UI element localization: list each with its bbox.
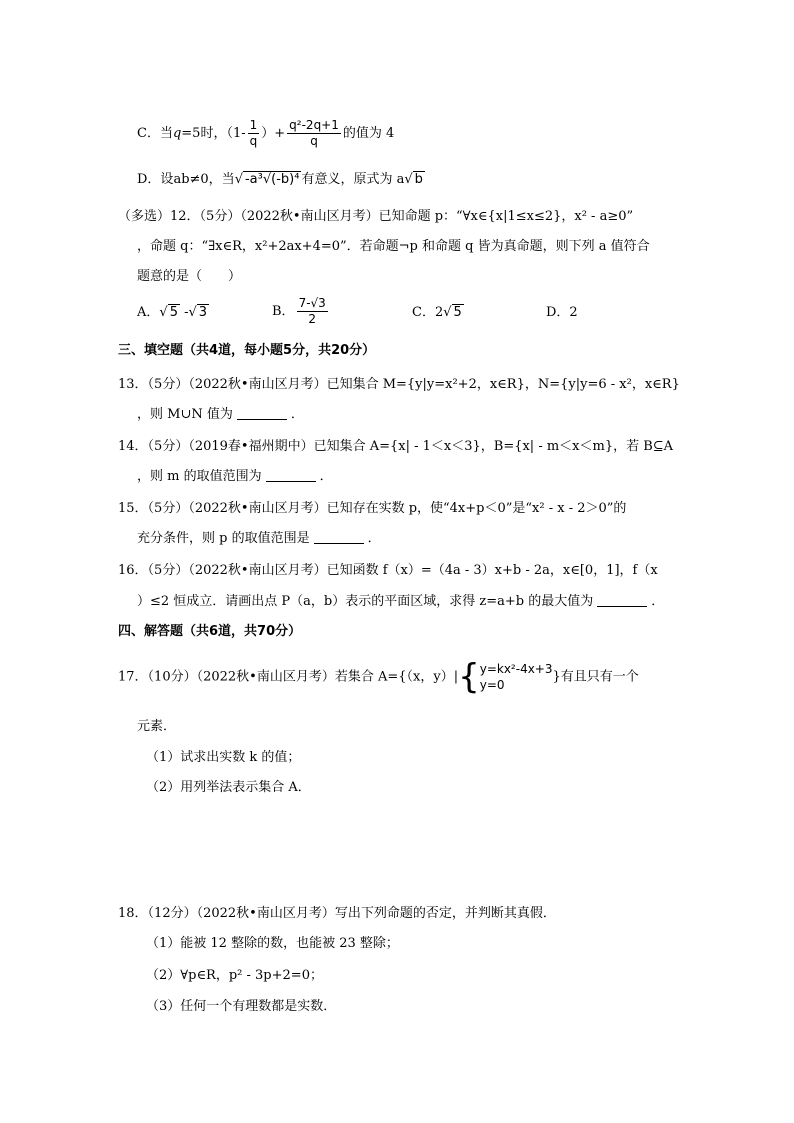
option-d-label: D．设	[137, 172, 174, 187]
sqrt-icon: √	[443, 305, 452, 320]
option-c-var: q	[172, 126, 182, 141]
q16-line2	[137, 592, 664, 612]
sqrt-icon: √	[404, 172, 413, 187]
q17-sub1: （1）试求出实数 k 的值；	[146, 750, 301, 765]
frac-den: 2	[308, 312, 316, 326]
q18-sub1: （1）能被 12 整除的数，也能被 23 整除；	[146, 936, 399, 951]
coef: 2	[434, 305, 444, 320]
option-label: A．	[137, 305, 160, 320]
q15-line2	[137, 529, 381, 549]
option-c-tail: 的值为 4	[342, 126, 395, 141]
equation-system	[480, 661, 553, 693]
radicand: 3	[198, 305, 208, 320]
frac-num: q²-2q+1	[289, 118, 339, 132]
option-c-cond: =5时，	[181, 126, 227, 141]
sqrt-icon: √	[159, 305, 168, 320]
option-label: C．	[412, 305, 435, 320]
text: ）≤2 恒成立．请画出点 P（a，b）表示的平面区域，求得 z=a+b 的最大值为	[137, 594, 594, 609]
q14-line1: 14．（5分）（2019春•福州期中）已知集合 A={x| - 1＜x＜3}，B={x| - m＜x＜m}，若 B⊆A	[118, 439, 674, 454]
text: ．	[651, 594, 665, 609]
text: ．	[319, 469, 333, 484]
frac-den: q	[310, 134, 318, 148]
q12-line3: 题意的是（ ）	[137, 269, 242, 284]
q14-line2	[137, 467, 333, 487]
q17-line2: 元素．	[137, 719, 177, 734]
q13-line1: 13．（5分）（2022秋•南山区月考）已知集合 M={y|y=x²+2，x∈R}，N={y|y=6 - x²，x∈R}	[118, 377, 680, 392]
option-d-result: b	[414, 172, 423, 187]
frac-den: q	[249, 134, 258, 148]
text: ．	[367, 531, 381, 546]
radicand: 5	[453, 305, 462, 320]
option-d	[137, 170, 425, 190]
option-d-mid: 有意义，原式为 a	[301, 172, 405, 187]
text: ，则 M∪N 值为	[137, 407, 233, 422]
q12-option-d: D．2	[546, 305, 578, 320]
equation: y=0	[479, 678, 505, 692]
section-4-heading: 四、解答题（共6道，共70分）	[118, 624, 302, 639]
frac-num: 1	[249, 118, 258, 132]
q18-sub2: （2）∀p∈R，p² - 3p+2=0；	[146, 968, 323, 983]
fraction	[297, 296, 328, 327]
option-d-cond: ab≠0，当	[173, 172, 235, 187]
text: ，则 m 的取值范围为	[137, 469, 262, 484]
text: }有且只有一个	[552, 669, 639, 685]
sqrt-icon: √	[234, 172, 243, 187]
brace-icon: {	[458, 657, 480, 697]
minus: -	[179, 305, 189, 320]
q12-option-b	[272, 296, 330, 327]
option-c-open: （1-	[226, 126, 246, 141]
q12-option-c	[412, 303, 464, 323]
text: ．	[290, 407, 304, 422]
q12-line1: （多选）12．（5分）（2022秋•南山区月考）已知命题 p：“∀x∈{x|1≤x≤2}，x² - a≥0”	[118, 209, 634, 224]
frac-num: 7-√3	[298, 296, 326, 310]
q12-option-a	[137, 303, 209, 323]
q17-line1	[118, 657, 639, 697]
text: 17．（10分）（2022秋•南山区月考）若集合 A={（x，y）|	[118, 669, 459, 685]
answer-blank[interactable]	[266, 469, 316, 482]
q17-sub2: （2）用列举法表示集合 A．	[146, 780, 311, 795]
fraction-1-over-q	[248, 118, 260, 149]
answer-blank[interactable]	[237, 407, 287, 420]
option-c	[137, 118, 394, 149]
section-3-heading: 三、填空题（共4道，每小题5分，共20分）	[118, 343, 376, 358]
fraction-quadratic	[287, 118, 341, 149]
q18-sub3: （3）任何一个有理数都是实数．	[146, 999, 337, 1014]
q12-line2: ，命题 q：“∃x∈R，x²+2ax+4=0”．若命题¬p 和命题 q 皆为真命题，则下列 a 值符合	[137, 239, 650, 254]
option-c-label: C．当	[137, 126, 173, 141]
q16-line1: 16．（5分）（2022秋•南山区月考）已知函数 f（x）=（4a - 3）x+b - 2a，x∈[0，1]，f（x	[118, 563, 658, 578]
q13-line2	[137, 405, 304, 425]
text: 充分条件，则 p 的取值范围是	[137, 531, 310, 546]
answer-blank[interactable]	[314, 531, 364, 544]
answer-blank[interactable]	[597, 594, 647, 607]
q15-line1: 15．（5分）（2022秋•南山区月考）已知存在实数 p，使“4x+p＜0”是“x² - x - 2＞0”的	[118, 501, 627, 516]
option-d-radicand: -a³√(-b)⁴	[244, 172, 300, 187]
sqrt-icon: √	[188, 305, 197, 320]
radicand: 5	[169, 305, 178, 320]
option-label: B．	[272, 304, 295, 319]
equation: y=kx²-4x+3	[479, 662, 553, 676]
option-c-close: ）+	[261, 126, 286, 141]
q18-line1: 18．（12分）（2022秋•南山区月考）写出下列命题的否定，并判断其真假．	[118, 906, 556, 921]
